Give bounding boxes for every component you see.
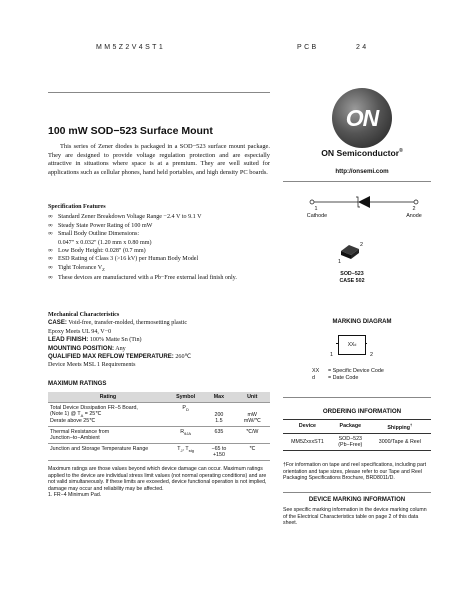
ordering-table	[283, 419, 431, 451]
on-logo	[332, 88, 392, 148]
max-ratings-note: Maximum ratings are those values beyond which device damage can occur. Maximum ratings applied to the device are individual stress limit values (not normal operating conditions) and are not valid simultaneously. If these limits are exceeded, device functional operation is not implied, damage may occur and reliability may be affected. 1. FR−4 Minimum Pad.	[48, 466, 272, 499]
msl-line: Device Meets MSL 1 Requirements	[48, 362, 136, 369]
anode-label: Anode	[406, 213, 422, 219]
ordering-divider	[283, 397, 431, 398]
device-marking-note: See specific marking information in the device marking column of the Electrical Characteristics table on page 2 of this data sheet.	[283, 507, 427, 526]
mechanical-heading: Mechanical Characteristics	[48, 312, 120, 318]
footnote: 1. FR−4 Minimum Pad.	[48, 492, 102, 499]
page-title: 100 mW SOD−523 Surface Mount	[48, 125, 213, 137]
intro-paragraph: This series of Zener diodes is packaged in a SOD−523 surface mount package. They are designed to provide voltage regulation protection and are especially attractive in situations where space is at a premium. They are well suited for applications such as cellular phones, hand held portables, and high density PC boards.	[48, 143, 270, 177]
feature-item-continued: 0.047" x 0.032" (1.20 mm x 0.80 mm)	[58, 239, 152, 246]
features-heading: Specification Features	[48, 204, 106, 210]
doc-type-header: PCB	[297, 44, 319, 51]
right-divider	[283, 181, 431, 182]
marking-diagram-heading: MARKING DIAGRAM	[332, 319, 392, 325]
table-header-row	[283, 420, 431, 434]
registered-mark: ®	[399, 148, 403, 155]
feature-item: ∞ Low Body Height: 0.028" (0.7 mm)	[48, 247, 146, 255]
table-header-row	[48, 392, 270, 403]
col-rating: Rating	[48, 392, 168, 403]
left-divider	[48, 92, 270, 93]
mounting-line: MOUNTING POSITION: Any	[48, 344, 126, 352]
epoxy-line: Epoxy Meets UL 94, V−0	[48, 328, 112, 335]
case-line: CASE: Void-free, transfer-molded, thermosetting plastic	[48, 319, 188, 327]
page-number-header: 24	[356, 44, 369, 51]
feature-item: ∞ Steady State Power Rating of 100 mW	[48, 221, 153, 229]
col-shipping: Shipping†	[369, 420, 431, 434]
table-row: Total Device Dissipation FR−5 Board, (Note 1) @ $T_A$ = 25℃ Derate above 25℃ $P_D$ 200 1.5 mW mW/℃	[48, 403, 270, 427]
feature-item: ∞ Tight Tolerance $V_Z$	[48, 263, 105, 273]
logo-text: ON	[345, 104, 379, 131]
ordering-heading: ORDERING INFORMATION	[322, 408, 402, 415]
reflow-line: QUALIFIED MAX REFLOW TEMPERATURE: 260℃	[48, 353, 192, 361]
max-ratings-heading: MAXIMUM RATINGS	[48, 380, 107, 387]
ordering-footnote: †For information on tape and reel specifications, including part orientation and tape sizes, please refer to our Tape and Reel Packaging Specifications Brochure, BRD8011/D.	[283, 462, 427, 481]
marking-legend	[312, 368, 384, 382]
lead-finish-line: LEAD FINISH: 100% Matte Sn (Tin)	[48, 336, 142, 344]
package-info: SOD−523 CASE 502	[339, 271, 365, 284]
feature-item: ∞ Small Body Outline Dimensions:	[48, 230, 140, 238]
mechanical-section	[48, 311, 278, 370]
col-unit: Unit	[234, 392, 270, 403]
part-number-header: MM5Z2V4ST1	[96, 44, 166, 51]
anode-pin-number: 2	[412, 206, 416, 212]
marking-pin2: 2	[370, 352, 373, 358]
col-device: Device	[283, 420, 332, 434]
feature-item: ∞ ESD Rating of Class 3 (>16 kV) per Human Body Model	[48, 255, 199, 263]
col-max: Max	[203, 392, 234, 403]
website-link[interactable]: http://onsemi.com	[335, 168, 389, 175]
marking-box: XX d	[338, 335, 366, 355]
col-symbol: Symbol	[168, 392, 204, 403]
marking-lead-left	[336, 343, 338, 344]
marking-pin1: 1	[330, 352, 333, 358]
features-section	[48, 203, 278, 283]
table-row: Thermal Resistance from Junction−to−Ambient $R_{\theta JA}$ 635 ℃/W	[48, 427, 270, 444]
device-marking-divider	[283, 492, 431, 493]
legend-row: XX = Specific Device Code	[312, 368, 384, 374]
package-pin2: 2	[360, 242, 363, 248]
legend-row: d = Date Code	[312, 375, 359, 382]
feature-item: ∞ These devices are manufactured with a Pb−Free external lead finish only.	[48, 274, 237, 282]
col-package: Package	[332, 420, 369, 434]
cathode-pin-number: 1	[314, 206, 318, 212]
feature-item: ∞ Standard Zener Breakdown Voltage Range −2.4 V to 9.1 V	[48, 213, 202, 221]
brand-name: ON Semiconductor®	[321, 148, 403, 158]
device-marking-heading: DEVICE MARKING INFORMATION	[308, 497, 406, 503]
table-row: MM5ZxxxST1 SOD−523 (Pb−Free) 3000/Tape & Reel	[283, 433, 431, 450]
table-row: Junction and Storage Temperature Range $T_J$, $T_{stg}$ −65 to +150 ℃	[48, 444, 270, 461]
cathode-label: Cathode	[306, 213, 328, 219]
package-pin1: 1	[338, 259, 341, 265]
max-ratings-table	[48, 392, 270, 461]
marking-lead-right	[365, 343, 367, 344]
